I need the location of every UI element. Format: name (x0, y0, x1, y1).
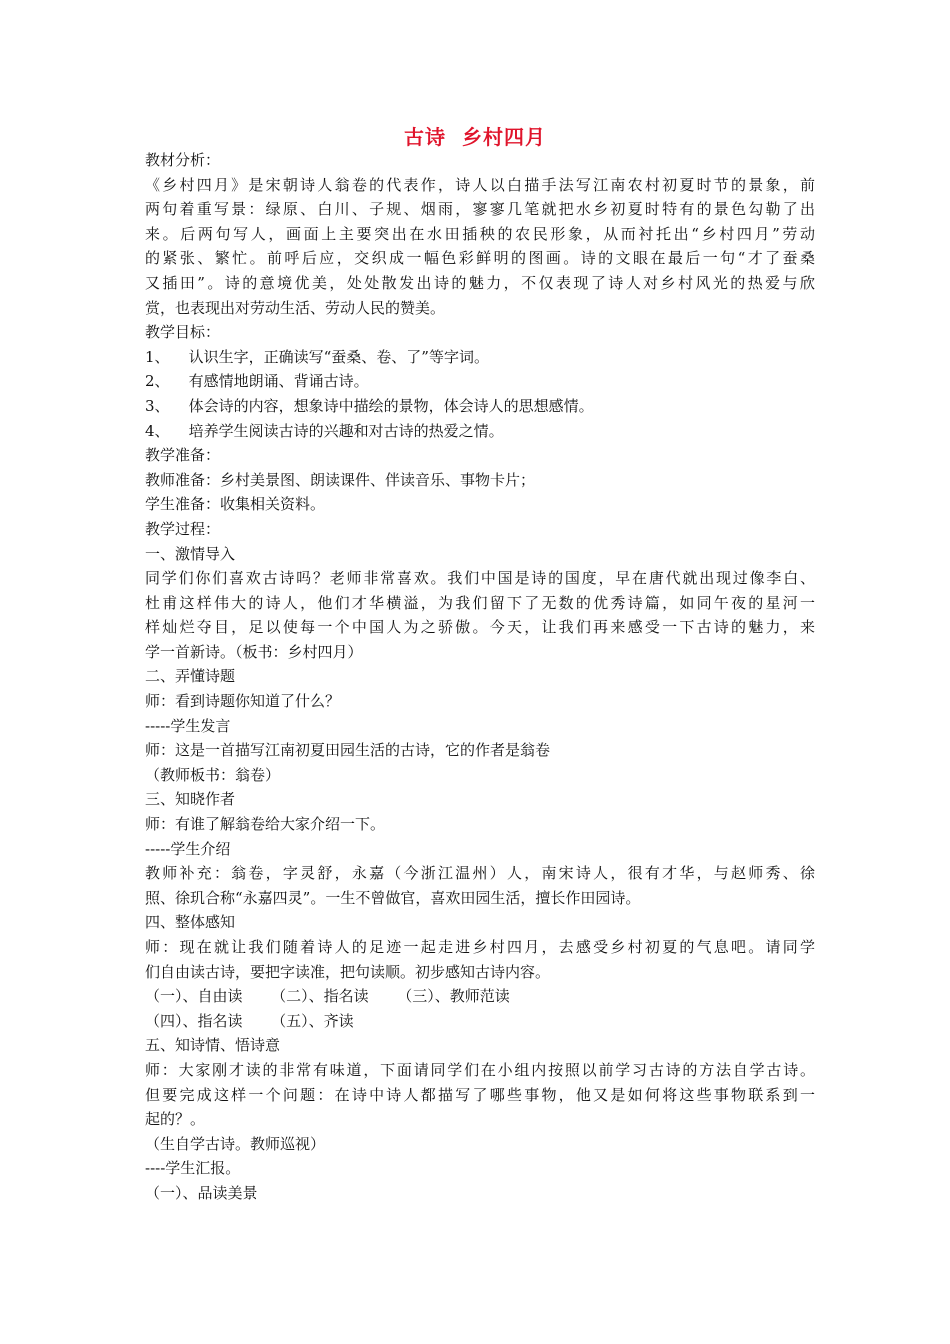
text-line: （一）、自由读 （二）、指名读 （三）、教师范读 (145, 987, 510, 1006)
text-line: 们自由读古诗，要把字读准，把句读顺。初步感知古诗内容。 (145, 962, 551, 981)
text-line: 三、知晓作者 (145, 790, 236, 809)
text-line: -----学生介绍 (145, 839, 231, 858)
text-line: 师：大家刚才读的非常有味道，下面请同学们在小组内按照以前学习古诗的方法自学古诗。 (145, 1060, 815, 1079)
text-line: 赏，也表现出对劳动生活、劳动人民的赞美。 (145, 298, 446, 317)
text-line: 同学们你们喜欢古诗吗？老师非常喜欢。我们中国是诗的国度，早在唐代就出现过像李白、 (145, 569, 815, 588)
text-line: 教师补充：翁卷，字灵舒，永嘉（今浙江温州）人，南宋诗人，很有才华，与赵师秀、徐 (145, 864, 815, 883)
text-line: 教学目标： (145, 323, 221, 342)
text-line: 4、 培养学生阅读古诗的兴趣和对古诗的热爱之情。 (145, 421, 504, 440)
text-line: 样灿烂夺目，足以使每一个中国人为之骄傲。今天，让我们再来感受一下古诗的魅力，来 (145, 618, 815, 637)
text-line: （生自学古诗。教师巡视） (145, 1134, 326, 1153)
text-line: 《乡村四月》是宋朝诗人翁卷的代表作，诗人以白描手法写江南农村初夏时节的景象，前 (145, 175, 815, 194)
text-line: ----学生汇报。 (145, 1159, 241, 1178)
text-line: 两句着重写景：绿原、白川、子规、烟雨，寥寥几笔就把水乡初夏时特有的景色勾勒了出 (145, 200, 815, 219)
text-line: 2、 有感情地朗诵、背诵古诗。 (145, 372, 369, 391)
text-line: 二、弄懂诗题 (145, 667, 236, 686)
text-line: 教学准备： (145, 446, 221, 465)
text-line: 四、整体感知 (145, 913, 236, 932)
text-line: 但要完成这样一个问题：在诗中诗人都描写了哪些事物，他又是如何将这些事物联系到一 (145, 1085, 815, 1104)
text-line: 师：看到诗题你知道了什么？ (145, 692, 341, 711)
text-line: 3、 体会诗的内容，想象诗中描绘的景物，体会诗人的思想感情。 (145, 396, 594, 415)
text-line: -----学生发言 (145, 716, 231, 735)
text-line: （一）、品读美景 (145, 1183, 258, 1202)
text-line: 师：有谁了解翁卷给大家介绍一下。 (145, 815, 386, 834)
text-line: （四）、指名读 （五）、齐读 (145, 1011, 354, 1030)
text-line: 1、 认识生字，正确读写“蚕桑、卷、了”等字词。 (145, 347, 489, 366)
text-line: 又插田”。诗的意境优美，处处散发出诗的魅力，不仅表现了诗人对乡村风光的热爱与欣 (145, 273, 815, 292)
text-line: 五、知诗情、悟诗意 (145, 1036, 281, 1055)
text-line: 师：这是一首描写江南初夏田园生活的古诗，它的作者是翁卷 (145, 741, 551, 760)
text-line: 教学过程： (145, 519, 221, 538)
text-line: 教师准备：乡村美景图、朗读课件、伴读音乐、事物卡片； (145, 470, 536, 489)
text-line: 照、徐玑合称“永嘉四灵”。一生不曾做官，喜欢田园生活，擅长作田园诗。 (145, 888, 641, 907)
document-title: 古诗 乡村四月 (404, 125, 546, 149)
text-line: 学一首新诗。（板书：乡村四月） (145, 642, 363, 661)
text-line: 学生准备：收集相关资料。 (145, 495, 326, 514)
text-line: 起的？。 (145, 1110, 206, 1129)
document-body (145, 148, 815, 1206)
text-line: 的紧张、繁忙。前呼后应，交织成一幅色彩鲜明的图画。诗的文眼在最后一句“才了蚕桑 (145, 249, 815, 268)
text-line: 一、激情导入 (145, 544, 236, 563)
text-line: 师：现在就让我们随着诗人的足迹一起走进乡村四月，去感受乡村初夏的气息吧。请同学 (145, 938, 815, 956)
text-line: 教材分析： (145, 151, 221, 169)
text-line: 杜甫这样伟大的诗人，他们才华横溢，为我们留下了无数的优秀诗篇，如同午夜的星河一 (145, 593, 815, 612)
text-line: 来。后两句写人，画面上主要突出在水田插秧的农民形象，从而衬托出“乡村四月”劳动 (145, 224, 815, 243)
text-line: （教师板书：翁卷） (145, 765, 281, 784)
